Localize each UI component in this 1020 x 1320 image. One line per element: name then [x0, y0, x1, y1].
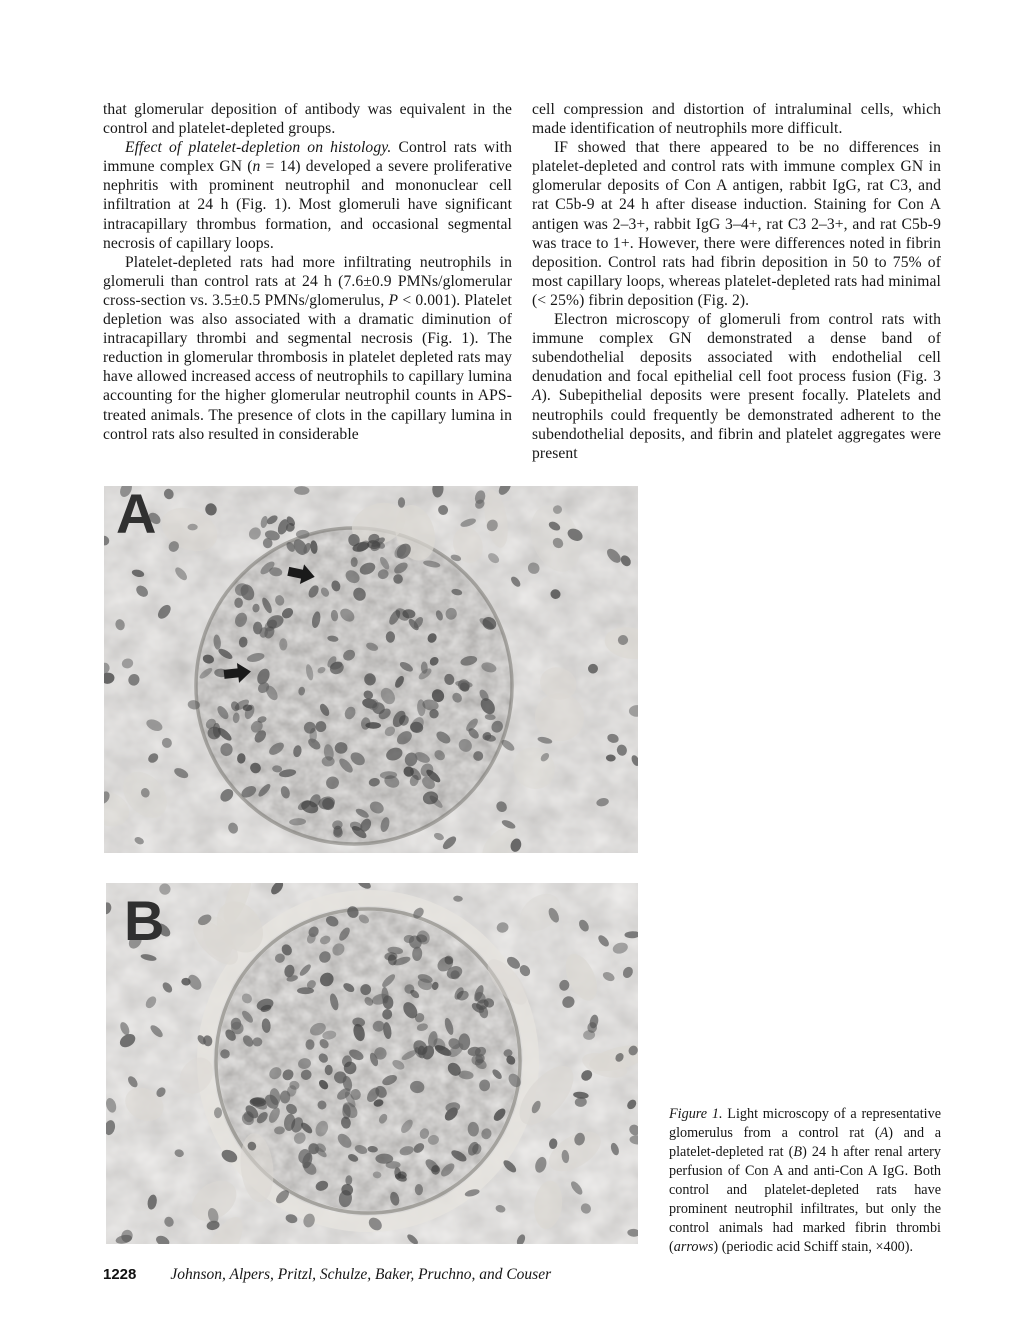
- panel-b-label: B: [124, 889, 165, 952]
- paragraph: cell compression and distortion of intraluminal cells, which made identification of neutrophils more difficult.: [532, 101, 941, 138]
- micrograph-b-artwork: [106, 883, 638, 1244]
- page-number: 1228: [103, 1266, 137, 1283]
- text-column-left: [103, 100, 512, 463]
- page-footer: [103, 1266, 941, 1284]
- paragraph: Electron microscopy of glomeruli from control rats with immune complex GN demonstrated a dense band of subendothelial deposits associated with endothelial cell denudation and focal epithelial cell foot process fusion (Fig. 3 A). Subepithelial deposits were present focally. Platelets and neutrophils could frequently be demonstrated adherent to the subendothelial deposits, and fibrin and platelet aggregates were present: [532, 311, 941, 462]
- paragraph: Effect of platelet-depletion on histology. Control rats with immune complex GN (n = 14) developed a severe proliferative nephritis with prominent neutrophil and mononuclear cell infiltration at 24 h (Fig. 1). Most glomeruli have significant intracapillary thrombus formation, and occasional segmental necrosis of capillary loops.: [103, 139, 512, 252]
- figure-1-caption: Figure 1. Light microscopy of a representative glomerulus from a control rat (A) and a platelet-depleted rat (B) 24 h after renal artery perfusion of Con A and anti-Con A IgG. Both control and platelet-depleted rats have prominent neutrophil infiltrates, but only the control animals had marked fibrin thrombi (arrows) (periodic acid Schiff stain, ×400).: [669, 1106, 942, 1255]
- article-body: [103, 100, 941, 463]
- micrograph-panel-a: [104, 486, 638, 853]
- paragraph: IF showed that there appeared to be no differences in platelet-depleted and control rats with immune complex GN in glomerular deposits of Con A antigen, rabbit IgG, rat C3, and rat C5b-9 at 24 h after disease induction. Staining for Con A antigen was 2–3+, rabbit IgG 3–4+, rat C3 2–3+, and rat C5b-9 was trace to 1+. However, there were differences noted in fibrin deposition. Control rats had fibrin deposition in 50 to 75% of most capillary loops, whereas platelet-depleted rats had minimal (< 25%) fibrin deposition (Fig. 2).: [532, 139, 941, 309]
- paragraph: Platelet-depleted rats had more infiltrating neutrophils in glomeruli than control rats at 24 h (7.6±0.9 PMNs/glomerular cross-section vs. 3.5±0.5 PMNs/glomerulus, P < 0.001). Platelet depletion was also associated with a dramatic diminution of intracapillary thrombi and segmental necrosis (Fig. 1). The reduction in glomerular thrombosis in platelet depleted rats may have allowed increased access of neutrophils to capillary lumina accounting for the higher glomerular neutrophil counts in APS-treated animals. The presence of clots in the capillary lumina in control rats also resulted in considerable: [103, 253, 512, 443]
- micrograph-panel-b: [106, 883, 638, 1244]
- running-authors: Johnson, Alpers, Pritzl, Schulze, Baker, Pruchno, and Couser: [170, 1266, 552, 1283]
- text-column-right: [532, 100, 941, 463]
- panel-a-label: A: [116, 486, 157, 545]
- micrograph-a-artwork: [104, 486, 638, 853]
- paragraph: that glomerular deposition of antibody was equivalent in the control and platelet-depleted groups.: [103, 101, 512, 138]
